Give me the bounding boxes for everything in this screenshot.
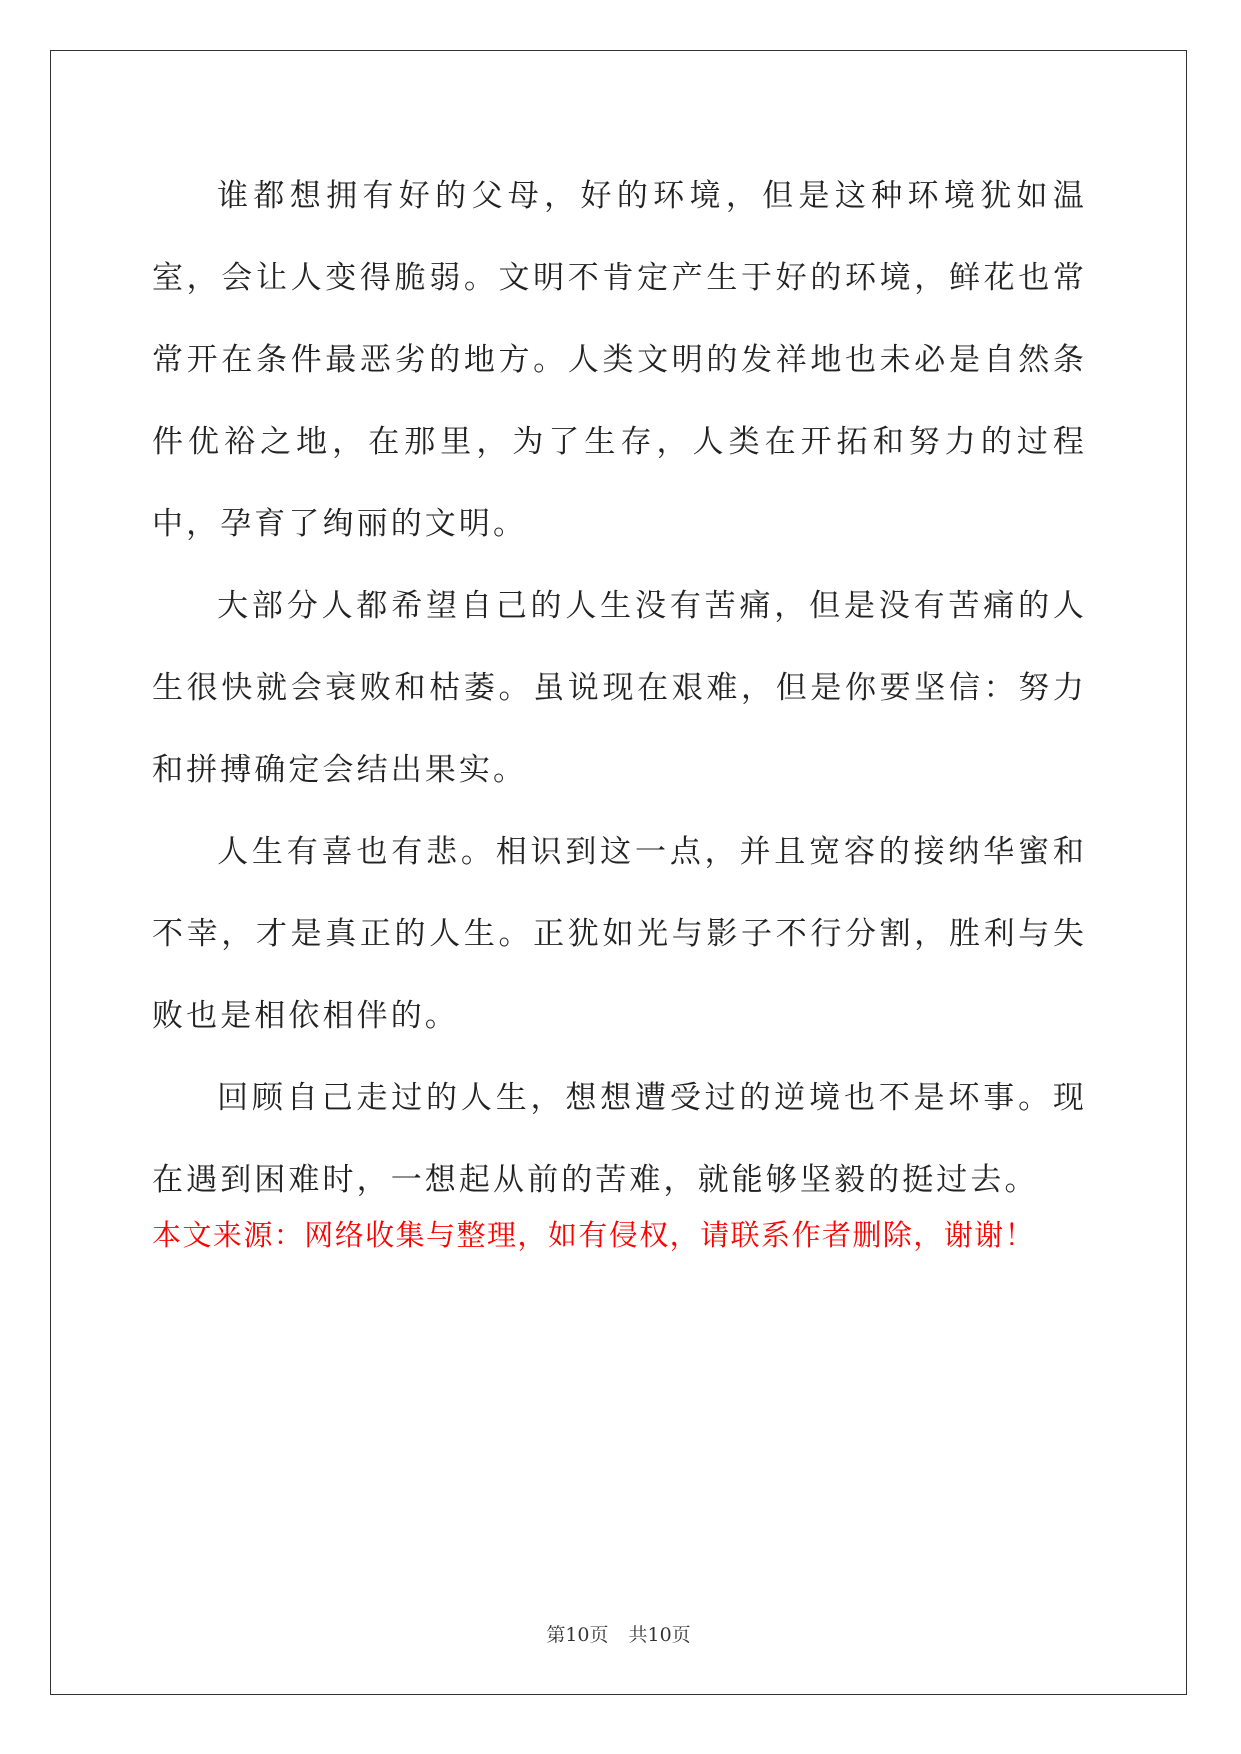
page-number-total: 共10页 bbox=[628, 1624, 691, 1646]
page-footer bbox=[50, 1620, 1187, 1647]
paragraph: 人生有喜也有悲。相识到这一点，并且宽容的接纳华蜜和不幸，才是真正的人生。正犹如光与影子不行分割，胜利与失败也是相依相伴的。 bbox=[152, 834, 1087, 1034]
paragraph: 谁都想拥有好的父母，好的环境，但是这种环境犹如温室，会让人变得脆弱。文明不肯定产生于好的环境，鲜花也常常开在条件最恶劣的地方。人类文明的发祥地也未必是自然条件优裕之地，在那里，为了生存，人类在开拓和努力的过程中，孕育了绚丽的文明。 bbox=[152, 178, 1087, 542]
paragraph: 大部分人都希望自己的人生没有苦痛，但是没有苦痛的人生很快就会衰败和枯萎。虽说现在艰难，但是你要坚信：努力和拼搏确定会结出果实。 bbox=[152, 588, 1087, 788]
paragraph: 回顾自己走过的人生，想想遭受过的逆境也不是坏事。现在遇到困难时，一想起从前的苦难，就能够坚毅的挺过去。 bbox=[152, 1080, 1087, 1198]
source-note: 本文来源：网络收集与整理，如有侵权，请联系作者删除，谢谢！ bbox=[152, 1218, 1036, 1252]
page-number-current: 第10页 bbox=[546, 1624, 609, 1646]
document-body bbox=[152, 155, 1087, 1221]
